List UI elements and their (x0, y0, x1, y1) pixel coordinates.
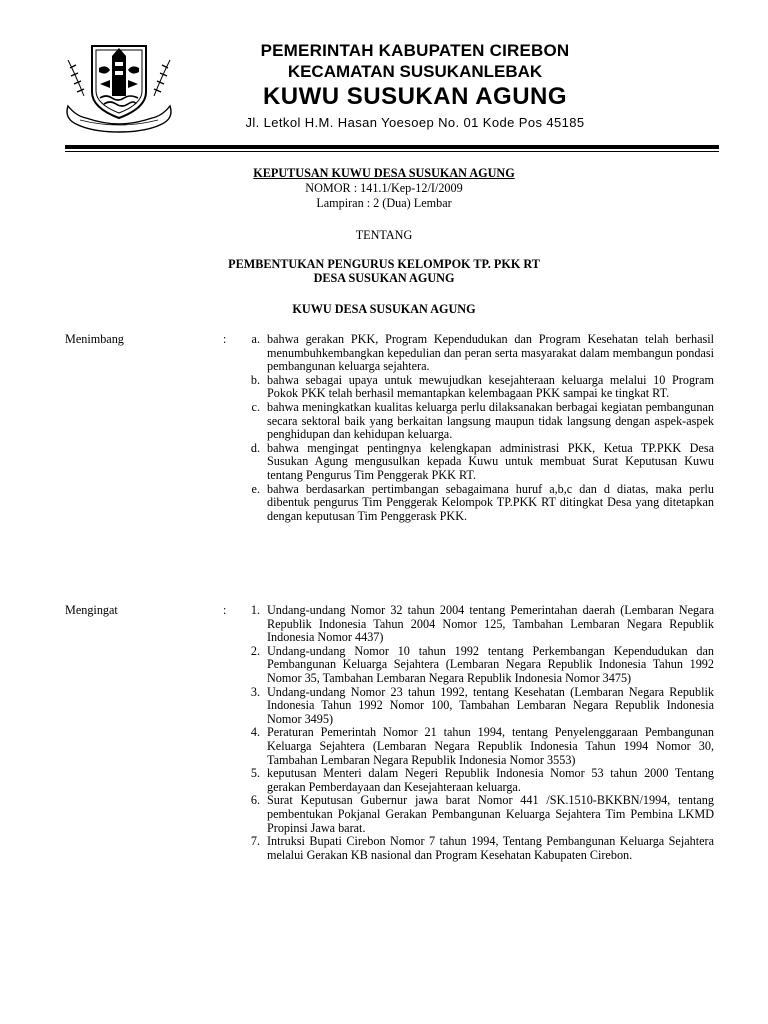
list-item (240, 374, 714, 401)
list-item-marker: d. (250, 440, 260, 455)
list-item (240, 835, 714, 862)
list-item (240, 645, 714, 686)
list-item-marker: c. (251, 399, 260, 414)
district-name: KECAMATAN SUSUKANLEBAK (287, 62, 543, 81)
menimbang-list (240, 333, 714, 523)
menimbang-colon: : (223, 332, 227, 346)
decree-number: NOMOR : 141.1/Kep-12/I/2009 (305, 181, 463, 195)
list-item-text: keputusan Menteri dalam Negeri Republik Indonesia Nomor 53 tahun 2000 Tentang gerakan Pemberdayaan dan Kesejahteraan keluarga. (267, 766, 714, 794)
list-item-text: Peraturan Pemerintah Nomor 21 tahun 1994, tentang Penyelenggaraan Pembangunan Keluarga Sejahtera (Lembaran Negara Republik Indonesia Tahun 1994 Nomor 30, Tambahan Lembaran Negara Republik Indonesia Nomor 3553) (267, 725, 714, 767)
mengingat-list (240, 604, 714, 862)
list-item-text: Surat Keputusan Gubernur jawa barat Nomor 441 /SK.1510-BKKBN/1994, tentang pembentukan Pokjanal Gerakan Pembangunan Keluarga Sejahtera Tim Pembina LKMD Propinsi Jawa barat. (267, 793, 714, 835)
decree-subject-line2: DESA SUSUKAN AGUNG (313, 271, 455, 285)
list-item (240, 483, 714, 524)
decree-subject-line1: PEMBENTUKAN PENGURUS KELOMPOK TP. PKK RT (228, 257, 540, 271)
letterhead (0, 0, 768, 150)
list-item-text: bahwa meningkatkan kualitas keluarga perlu dilaksanakan berbagai kegiatan pembangunan secara sektoral baik yang berkaitan langsung maupun tidak langsung dengan aspek-aspek penghidupan dan kehidupan keluarga. (267, 399, 714, 442)
list-item-marker: a. (251, 332, 260, 346)
list-item-marker: 2. (250, 643, 260, 658)
letterhead-divider-thin (65, 151, 719, 152)
list-item-marker: 1. (250, 603, 260, 617)
government-name: PEMERINTAH KABUPATEN CIREBON (260, 41, 570, 60)
list-item-marker: 7. (250, 834, 260, 849)
list-item-text: Undang-undang Nomor 23 tahun 1992, tentang Kesehatan (Lembaran Negara Republik Indonesia Tahun 1992 Nomor 100, Tambahan Lembaran Negara Republik Indonesia Nomor 3495) (267, 684, 714, 726)
cirebon-regency-emblem-icon (62, 40, 176, 136)
list-item-text: Intruksi Bupati Cirebon Nomor 7 tahun 1994, Tentang Pembangunan Keluarga Sejahtera melalui Gerakan KB nasional dan Program Kesehatan Kabupaten Cirebon. (267, 834, 714, 862)
list-item-marker: 4. (250, 725, 260, 740)
letterhead-text (180, 40, 650, 132)
list-item (240, 442, 714, 483)
decree-title: KEPUTUSAN KUWU DESA SUSUKAN AGUNG (253, 166, 515, 180)
list-item-text: bahwa mengingat pentingnya kelengkapan administrasi PKK, Ketua TP.PKK Desa Susukan Agung mengusulkan kepada Kuwu untuk membuat Surat Keputusan Kuwu tentang Pengurus Tim Penggerak PKK RT. (267, 440, 714, 482)
office-name: KUWU SUSUKAN AGUNG (262, 83, 568, 110)
list-item (240, 726, 714, 767)
attachment-note: Lampiran : 2 (Dua) Lembar (316, 196, 452, 210)
list-item-marker: e. (251, 481, 260, 496)
menimbang-label: Menimbang (65, 332, 124, 346)
list-item-marker: 6. (250, 793, 260, 808)
mengingat-label: Mengingat (65, 603, 118, 617)
office-address: Jl. Letkol H.M. Hasan Yoesoep No. 01 Kode Pos 45185 (245, 115, 585, 130)
list-item (240, 604, 714, 645)
list-item (240, 333, 714, 374)
list-item (240, 767, 714, 794)
list-item (240, 401, 714, 442)
list-item-text: Undang-undang Nomor 10 tahun 1992 tentang Perkembangan Kependudukan dan Pembangunan Keluarga Sejahtera (Lembaran Negara Republik Indonesia Tahun 1992 Nomor 35, Tambahan Lembaran Negara Republik Indonesia Nomor 3475) (267, 643, 714, 685)
list-item-text: bahwa sebagai upaya untuk mewujudkan kesejahteraan keluarga melalui 10 Program Pokok PKK telah berhasil memantapkan kelembagaan PKK sampai ke tingkat RT. (267, 372, 714, 401)
list-item (240, 794, 714, 835)
list-item (240, 686, 714, 727)
list-item-marker: 5. (250, 766, 260, 781)
decree-issuer: KUWU DESA SUSUKAN AGUNG (292, 302, 476, 316)
letterhead-divider-thick (65, 145, 719, 149)
tentang-heading: TENTANG (355, 228, 413, 242)
list-item-text: bahwa berdasarkan pertimbangan sebagaimana huruf a,b,c dan d diatas, maka perlu dibentuk pengurus Tim Penggerak Kelompok TP.PKK RT ditingkat Desa yang ditetapkan dengan keputusan Tim Penggerask PKK. (267, 481, 714, 523)
list-item-text: bahwa gerakan PKK, Program Kependudukan dan Program Kesehatan telah berhasil menumbuhkembangkan kepedulian dan peran serta masyarakat dalam membangun pondasi pembangunan keluarga sejahtera. (267, 332, 714, 374)
mengingat-colon: : (223, 603, 227, 617)
list-item-marker: b. (250, 372, 260, 387)
list-item-marker: 3. (250, 684, 260, 699)
list-item-text: Undang-undang Nomor 32 tahun 2004 tentang Pemerintahan daerah (Lembaran Negara Republik Indonesia Tahun 2004 Nomor 125, Tambahan Lembaran Negara Republik Indonesia Nomor 4437) (267, 603, 714, 645)
